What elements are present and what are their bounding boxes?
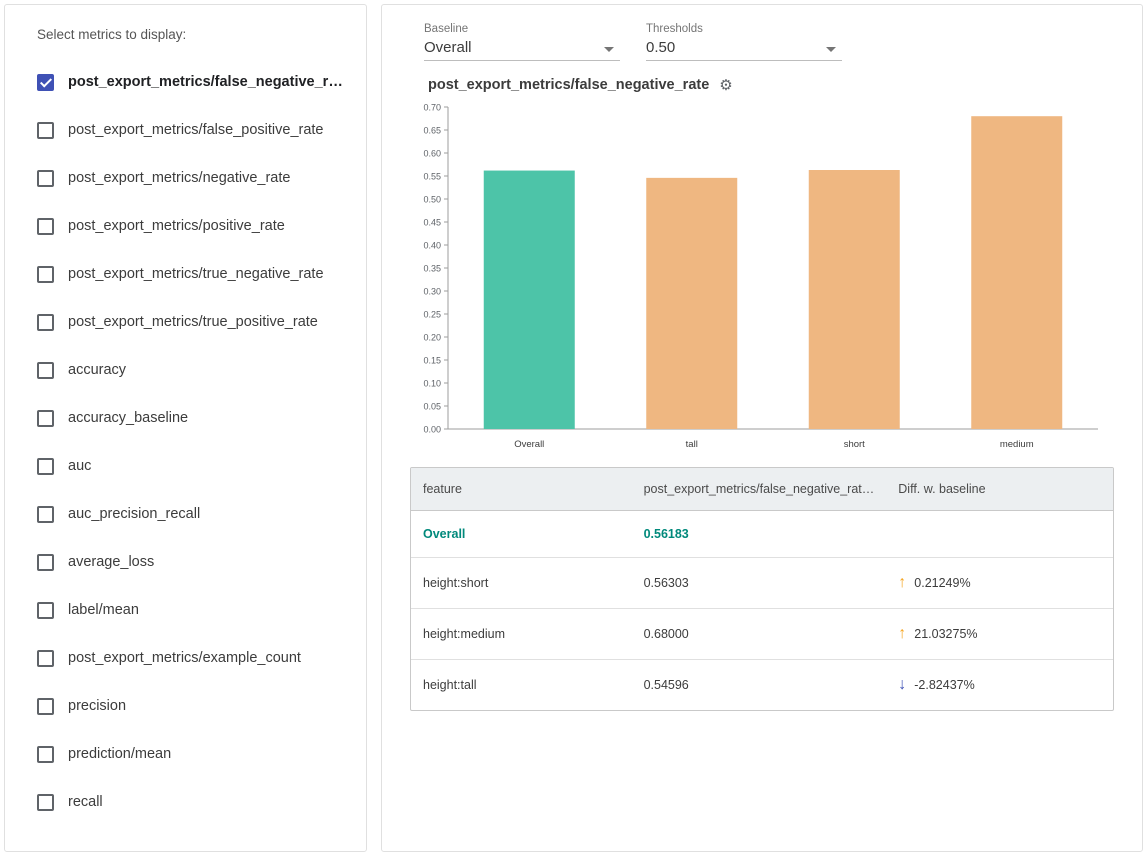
cell-diff (886, 511, 1113, 558)
cell-feature: height:medium (411, 609, 632, 660)
metrics-list (23, 58, 348, 826)
cell-diff (886, 558, 1113, 609)
bar-chart (408, 99, 1122, 459)
bar-chart-svg (408, 99, 1108, 459)
diff-value: -2.82437% (914, 678, 975, 692)
metric-checkbox[interactable] (37, 410, 54, 427)
metric-list-item[interactable] (23, 730, 348, 778)
svg-text:0.10: 0.10 (423, 378, 441, 389)
chart-header (428, 77, 1122, 93)
metric-label: post_export_metrics/true_positive_rate (68, 314, 318, 330)
metric-checkbox[interactable] (37, 314, 54, 331)
svg-text:tall: tall (685, 439, 698, 450)
chart-controls (424, 23, 1122, 61)
metric-list-item[interactable] (23, 442, 348, 490)
cell-feature: Overall (411, 511, 632, 558)
metric-label: recall (68, 794, 103, 810)
metric-list-item[interactable] (23, 346, 348, 394)
metric-label: average_loss (68, 554, 155, 570)
metric-checkbox[interactable] (37, 794, 54, 811)
cell-feature: height:short (411, 558, 632, 609)
metric-checkbox[interactable] (37, 698, 54, 715)
metric-checkbox[interactable] (37, 170, 54, 187)
cell-metric-value: 0.56183 (632, 511, 887, 558)
cell-metric-value: 0.56303 (632, 558, 887, 609)
table-header-feature[interactable]: feature (411, 468, 632, 511)
metric-list-item[interactable] (23, 634, 348, 682)
svg-text:0.65: 0.65 (423, 125, 441, 136)
metric-list-item[interactable] (23, 250, 348, 298)
metric-label: post_export_metrics/negative_rate (68, 170, 291, 186)
svg-text:0.45: 0.45 (423, 217, 441, 228)
table-header-metric[interactable]: post_export_metrics/false_negative_rat… (632, 468, 887, 511)
metric-label: precision (68, 698, 127, 714)
metric-list-item[interactable] (23, 778, 348, 826)
svg-text:0.70: 0.70 (423, 102, 441, 113)
arrow-up-icon: ↑ (898, 625, 907, 642)
metric-list-item[interactable] (23, 538, 348, 586)
svg-text:0.25: 0.25 (423, 309, 441, 320)
metric-checkbox[interactable] (37, 218, 54, 235)
cell-metric-value: 0.54596 (643, 678, 689, 692)
metric-checkbox[interactable] (37, 122, 54, 139)
svg-text:0.20: 0.20 (423, 332, 441, 343)
metric-list-item[interactable] (23, 154, 348, 202)
table-body (411, 511, 1113, 711)
metric-label: auc_precision_recall (68, 506, 201, 522)
metric-label: auc (68, 458, 92, 474)
metrics-selection-panel (4, 4, 367, 852)
arrow-down-icon: ↓ (898, 676, 907, 693)
thresholds-value: 0.50 (646, 39, 676, 56)
svg-text:short: short (843, 439, 865, 450)
metric-list-item[interactable] (23, 586, 348, 634)
cell-diff (886, 660, 1113, 711)
table-row[interactable] (411, 511, 1113, 558)
metric-checkbox[interactable] (37, 74, 54, 91)
metric-checkbox[interactable] (37, 458, 54, 475)
metric-checkbox[interactable] (37, 506, 54, 523)
metric-list-item[interactable] (23, 394, 348, 442)
metric-list-item[interactable] (23, 490, 348, 538)
metric-label: accuracy_baseline (68, 410, 189, 426)
metric-label: post_export_metrics/example_count (68, 650, 301, 666)
svg-text:0.55: 0.55 (423, 171, 441, 182)
svg-text:0.15: 0.15 (423, 355, 441, 366)
svg-text:0.50: 0.50 (423, 194, 441, 205)
thresholds-label: Thresholds (646, 23, 703, 35)
metrics-panel-title: Select metrics to display: (37, 27, 187, 42)
baseline-value: Overall (424, 39, 472, 56)
metric-list-item[interactable] (23, 298, 348, 346)
table-row[interactable] (411, 609, 1113, 660)
metric-label: post_export_metrics/true_negative_rate (68, 266, 324, 282)
chevron-down-icon[interactable] (604, 47, 614, 52)
thresholds-select[interactable] (646, 23, 842, 61)
metric-list-item[interactable] (23, 682, 348, 730)
metric-label: label/mean (68, 602, 139, 618)
metric-checkbox[interactable] (37, 650, 54, 667)
cell-feature: height:tall (423, 678, 477, 692)
metric-label: post_export_metrics/false_negative_r… (68, 74, 343, 90)
metric-list-item[interactable] (23, 202, 348, 250)
svg-text:0.05: 0.05 (423, 401, 441, 412)
metric-checkbox[interactable] (37, 362, 54, 379)
svg-text:medium: medium (999, 439, 1034, 450)
metric-checkbox[interactable] (37, 554, 54, 571)
table-row[interactable] (411, 558, 1113, 609)
gear-icon[interactable]: ⚙ (719, 76, 733, 94)
table-header-row (411, 468, 1113, 511)
metric-list-item[interactable] (23, 106, 348, 154)
arrow-up-icon: ↑ (898, 574, 907, 591)
diff-value: 21.03275% (914, 627, 978, 641)
table-header-diff[interactable]: Diff. w. baseline (886, 468, 1113, 511)
svg-text:0.60: 0.60 (423, 148, 441, 159)
svg-text:0.00: 0.00 (423, 424, 441, 435)
table-row[interactable] (411, 660, 1113, 711)
svg-text:0.30: 0.30 (423, 286, 441, 297)
metrics-table-container (410, 467, 1114, 711)
metric-label: post_export_metrics/false_positive_rate (68, 122, 324, 138)
diff-value: 0.21249% (914, 576, 971, 590)
cell-diff (886, 609, 1113, 660)
metric-checkbox[interactable] (37, 602, 54, 619)
metric-label: post_export_metrics/positive_rate (68, 218, 285, 234)
baseline-label: Baseline (424, 23, 469, 35)
chart-title: post_export_metrics/false_negative_rate (428, 77, 710, 93)
visualization-panel (381, 4, 1143, 852)
metric-label: prediction/mean (68, 746, 172, 762)
baseline-select[interactable] (424, 23, 620, 61)
metric-list-item[interactable] (23, 58, 348, 106)
cell-metric-value: 0.68000 (632, 609, 887, 660)
metric-label: accuracy (68, 362, 127, 378)
svg-text:Overall: Overall (514, 439, 545, 450)
chevron-down-icon[interactable] (826, 47, 836, 52)
metric-checkbox[interactable] (37, 746, 54, 763)
metric-checkbox[interactable] (37, 266, 54, 283)
svg-text:0.35: 0.35 (423, 263, 441, 274)
metrics-table (411, 468, 1113, 710)
svg-text:0.40: 0.40 (423, 240, 441, 251)
